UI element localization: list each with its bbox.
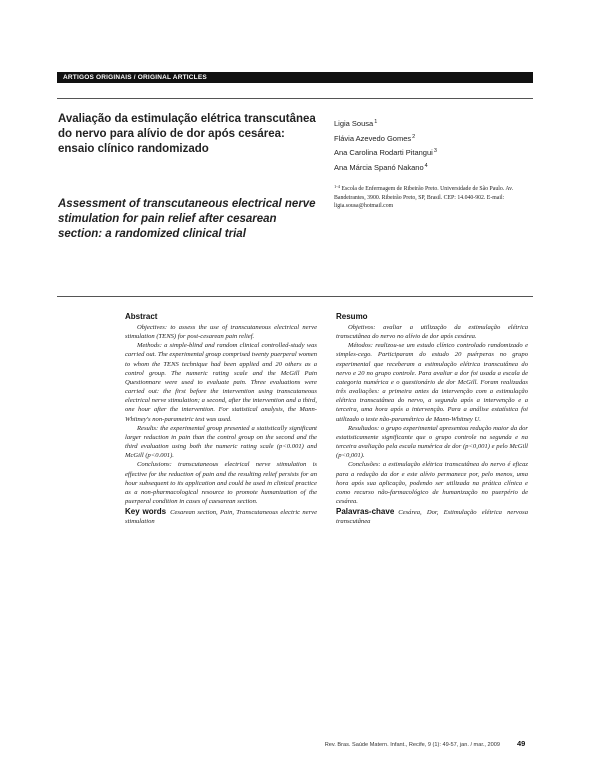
title-english: Assessment of transcutaneous electrical nerve stimulation for pain relief after cesarean section: a randomized clinical trial: [58, 198, 316, 240]
author: Ana Carolina Rodarti Pitangui$^3$: [334, 148, 437, 157]
palavras-chave: [336, 507, 528, 526]
author: Flávia Azevedo Gomes$^2$: [334, 133, 416, 143]
palavras-chave-text: Cesárea, Dor, Estimulação elétrica nervosa transcutânea: [336, 509, 528, 526]
keywords: [125, 507, 317, 526]
keywords-text: Cesarean section, Pain, Transcutaneous electric nerve stimulation: [125, 509, 317, 526]
title-portuguese: Avaliação da estimulação elétrica transcutânea do nervo para alívio de dor após cesárea: ensaio clínico randomizado: [58, 113, 316, 155]
author-list: [334, 116, 534, 174]
palavras-chave-label: Palavras-chave: [336, 507, 395, 517]
resumo-objetivos: Objetivos: avaliar a utilização da estimulação elétrica transcutânea do nervo no alívio de dor após cesárea.: [336, 324, 528, 341]
abstract-heading: Abstract: [125, 312, 158, 321]
abstract-divider: [57, 296, 533, 297]
author: Ana Márcia Spanó Nakano$^4$: [334, 162, 428, 172]
resumo-heading: Resumo: [336, 312, 368, 321]
abstract-methods: Methods: a simple-blind and random clinical controlled-study was carried out. The experimental group comprised twenty puerperal women to whom the TENS technique had been applied and 20 others as a control group. The numeric rating scale and the McGill Pain Questionnare were used to evaluate pain. Three evaluations were carried out: the first before the intervention using transcutaneous electrical nerve stimulation; a second, after the intervention and a third, one hour after the intervention. For statistical analysis, the Mann-Whitney's non-parametric test was used.: [125, 342, 317, 423]
author: Ligia Sousa$^1$: [334, 119, 378, 128]
abstract-objectives: Objectives: to assess the use of transcutaneous electrical nerve stimulation (TENS) for post-cesarean pain relief.: [125, 324, 317, 341]
section-banner: ARTIGOS ORIGINAIS / ORIGINAL ARTICLES: [57, 72, 533, 83]
abstract-column: [125, 311, 317, 526]
abstract-conclusions: Conclusions: transcutaneous electrical nerve stimulation is effective for the reduction of pain and the resulting relief persists for an hour subsequent to its application and could be used in clinical practice as a non-pharmacological resource to promote humanization of the puerperal condition in cases of caesarean section.: [125, 461, 317, 505]
resumo-metodos: Métodos: realizou-se um estudo clínico controlado randomizado e simples-cego. Participaram do estudo 20 puérperas no grupo experimental que receberam a estimulação elétrica transcutânea do nervo e 20 no grupo controle. Para avaliar a dor foi usada a escala de categoria numérica e o questionário de dor McGill. Foram realizadas três avaliações: a primeira antes da intervenção com a estimulação elétrica transcutânea do nervo, a segunda após a intervenção e a terceira, uma hora após a intervenção. Para a análise estatística foi utilizado o teste não-paramétrico de Mann-Whitney U.: [336, 342, 528, 423]
affiliation: $^{1-4}$ Escola de Enfermagem de Ribeirão Preto. Universidade de São Paulo. Av. Bandeirantes, 3900. Ribeirão Preto, SP, Brasil. CEP: 14.040-902. E-mail: ligia.sousa@hotmail.com: [334, 184, 514, 210]
abstract-results: Results: the experimental group presented a statistically significant larger reduction in pain than the control group on the second and the third evaluation using both the numeric rating scale (p<0.001) and McGill (p<0.001).: [125, 424, 317, 460]
resumo-conclusoes: Conclusões: a estimulação elétrica transcutânea do nervo é eficaz para a redução da dor e este alívio permanece por, pelo menos, uma hora após sua aplicação, podendo ser utilizada na prática clínica e como recurso não-farmacológico de humanização no puerpério de cesárea.: [336, 461, 528, 505]
resumo-column: [336, 311, 528, 526]
page-number: 49: [517, 739, 526, 748]
resumo-resultados: Resultados: o grupo experimental apresentou redução maior da dor estatisticamente significante que o grupo controle na segunda e na terceira avaliação pela escala numérica de dor (p<0,001) e pelo McGill (p<0,001).: [336, 424, 528, 460]
header-divider: [57, 98, 533, 99]
footer-citation: Rev. Bras. Saúde Matern. Infant., Recife, 9 (1): 49-57, jan. / mar., 2009: [324, 742, 500, 748]
keywords-label: Key words: [125, 507, 167, 517]
